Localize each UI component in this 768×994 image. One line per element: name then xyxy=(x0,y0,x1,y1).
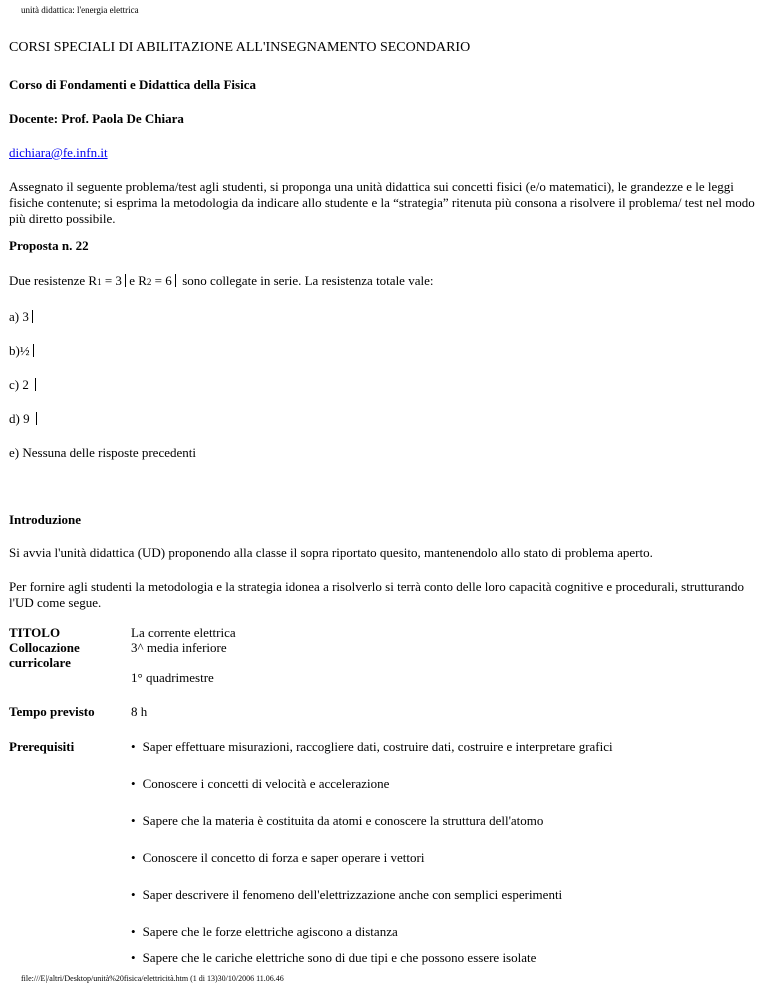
table-label-title: TITOLO xyxy=(9,625,61,640)
teacher-heading: Docente: Prof. Paola De Chiara xyxy=(9,111,184,126)
question-prefix: Due resistenze R xyxy=(9,273,98,288)
section-title: Introduzione xyxy=(9,512,81,527)
ohm-symbol-icon xyxy=(175,274,176,287)
table-label-collocazione: Collocazione xyxy=(9,640,80,655)
r2-subscript: 2 xyxy=(146,277,152,287)
table-label-prereq: Prerequisiti xyxy=(9,739,75,754)
section-paragraph-2: Per fornire agli studenti la metodologia e la strategia idonea a risolverlo si terrà conto delle loro capacità cognitive e procedurali, strutturando l'UD come segue. xyxy=(9,579,744,610)
question-text xyxy=(9,273,433,290)
ohm-symbol-icon xyxy=(35,378,36,391)
prereq-item: • Saper effettuare misurazioni, raccogliere dati, costruire dati, costruire e interpretare grafici xyxy=(131,739,613,755)
ohm-symbol-icon xyxy=(125,274,126,287)
prereq-item: • Conoscere il concetto di forza e saper operare i vettori xyxy=(131,850,424,866)
page-header-title: unità didattica: l'energia elettrica xyxy=(21,5,139,15)
prereq-item: • Saper descrivere il fenomeno dell'elettrizzazione anche con semplici esperimenti xyxy=(131,887,562,903)
question-mid: e R xyxy=(129,273,147,288)
table-label-time: Tempo previsto xyxy=(9,704,95,719)
section-paragraph-1: Si avvia l'unità didattica (UD) proponendo alla classe il sopra riportato quesito, mantenendolo allo stato di problema aperto. xyxy=(9,545,653,560)
course-heading: CORSI SPECIALI DI ABILITAZIONE ALL'INSEGNAMENTO SECONDARIO xyxy=(9,40,471,55)
prereq-item: • Sapere che le forze elettriche agiscono a distanza xyxy=(131,924,398,940)
ohm-symbol-icon xyxy=(36,412,37,425)
table-value-title: La corrente elettrica xyxy=(131,625,236,640)
page-footer-path: file:///E|/altri/Desktop/unità%20fisica/elettricità.htm (1 di 13)30/10/2006 11.06.46 xyxy=(21,974,284,983)
table-value-time: 8 h xyxy=(131,704,148,719)
intro-paragraph: Assegnato il seguente problema/test agli studenti, si proponga una unità didattica sui concetti fisici (e/o matematici), le grandezze e le leggi fisiche contenute; si esprima la metodologia da indicare allo studente e la “strategia” ritenuta più consona a risolvere il problema/ test nel modo più diretto possibile. xyxy=(9,179,755,226)
ohm-symbol-icon xyxy=(33,344,34,357)
answer-item: c) 2 xyxy=(9,377,36,393)
r1-value: = 3 xyxy=(101,273,122,288)
subject-heading: Corso di Fondamenti e Didattica della Fisica xyxy=(9,77,256,92)
prereq-item: • Sapere che le cariche elettriche sono di due tipi e che possono essere isolate xyxy=(131,950,536,966)
answer-item: d) 9 xyxy=(9,411,37,427)
prereq-item: • Conoscere i concetti di velocità e accelerazione xyxy=(131,776,389,792)
table-value-collocazione: 3^ media inferiore xyxy=(131,640,227,655)
table-value-term: 1° quadrimestre xyxy=(131,670,214,685)
answer-item: e) Nessuna delle risposte precedenti xyxy=(9,445,196,460)
ohm-symbol-icon xyxy=(32,310,33,323)
proposal-title: Proposta n. 22 xyxy=(9,238,89,253)
prereq-item: • Sapere che la materia è costituita da atomi e conoscere la struttura dell'atomo xyxy=(131,813,543,829)
r2-value: = 6 xyxy=(151,273,172,288)
table-label-curricolare: curricolare xyxy=(9,655,71,670)
answer-item: b)½ xyxy=(9,343,34,359)
email-link-wrap xyxy=(9,145,108,161)
answer-item: a) 3 xyxy=(9,309,33,325)
question-suffix: sono collegate in serie. La resistenza totale vale: xyxy=(182,273,434,288)
r1-subscript: 1 xyxy=(97,277,102,287)
email-link[interactable]: dichiara@fe.infn.it xyxy=(9,145,108,160)
